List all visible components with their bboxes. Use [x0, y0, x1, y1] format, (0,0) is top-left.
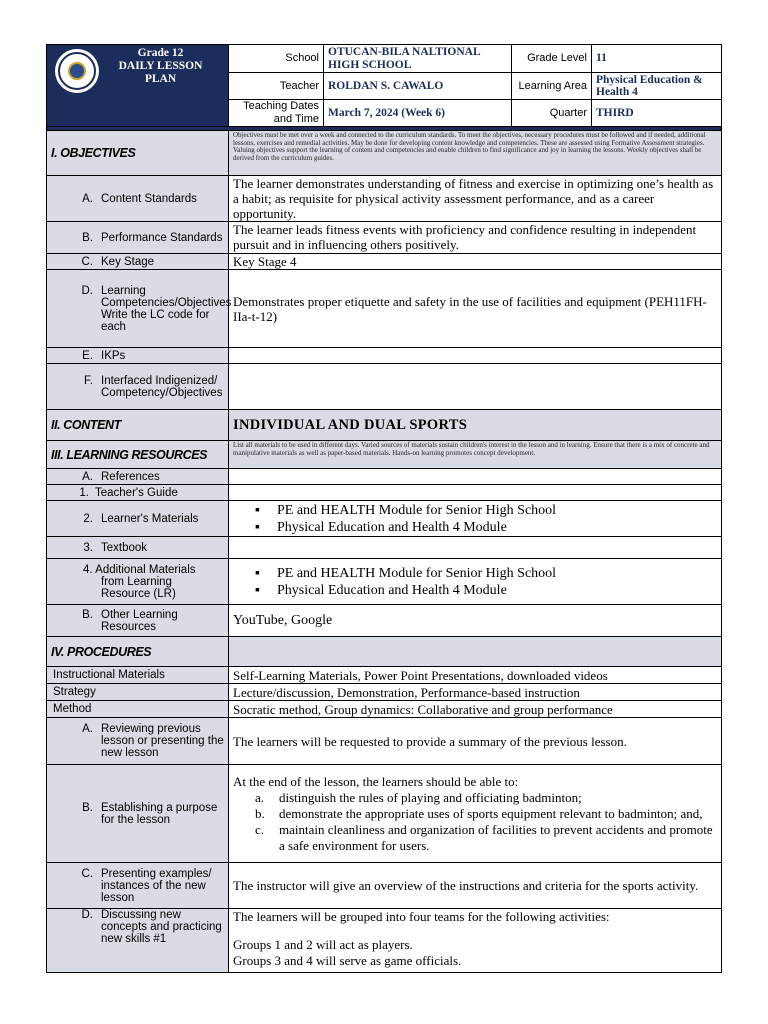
- other-resources-label: B. Other Learning Resources: [47, 605, 229, 637]
- content-standards-value: The learner demonstrates understanding of fitness and exercise in optimizing one’s health as a habit; as requisite for physical activity assessment performance, and as a career opportunity.: [229, 176, 722, 222]
- reviewing-lesson-label: A. Reviewing previous lesson or presenting the new lesson: [47, 718, 229, 765]
- key-stage-label: C. Key Stage: [47, 254, 229, 270]
- references-value: [229, 469, 722, 485]
- procedures-heading-value: [229, 637, 722, 667]
- discussion-line: Groups 1 and 2 will act as players.: [233, 937, 413, 952]
- school-label: School: [229, 45, 324, 73]
- performance-standards-value: The learner leads fitness events with proficiency and confidence resulting in independent pursuit and in influencing others positively.: [229, 222, 722, 254]
- teacher-value: ROLDAN S. CAWALO: [324, 73, 512, 100]
- establishing-purpose-label: B. Establishing a purpose for the lesson: [47, 765, 229, 863]
- purpose-item: c. maintain cleanliness and organization of facilities to prevent accidents and promote a safe environment for users.: [255, 821, 713, 853]
- method-value: Socratic method, Group dynamics: Collaborative and group performance: [229, 701, 722, 718]
- quarter-value: THIRD: [592, 100, 722, 127]
- learning-area-value: Physical Education & Health 4: [592, 73, 722, 100]
- strategy-label: Strategy: [47, 684, 229, 701]
- learners-materials-value: [229, 501, 722, 537]
- teaching-dates-value: March 7, 2024 (Week 6): [324, 100, 512, 127]
- lesson-plan-table: [46, 44, 722, 973]
- textbook-label: 3. Textbook: [47, 537, 229, 559]
- key-stage-value: Key Stage 4: [229, 254, 722, 270]
- textbook-value: [229, 537, 722, 559]
- content-value: INDIVIDUAL AND DUAL SPORTS: [229, 410, 722, 441]
- learning-resources-note: List all materials to be used in different days. Varied sources of materials sustain children's interest in the lesson and in learning. Ensure that there is a mix of concrete and manipulative materials as well as paper-based materials. Hands-on learning promotes concept development.: [229, 441, 722, 469]
- establishing-purpose-value: [229, 765, 722, 863]
- learning-competencies-value: Demonstrates proper etiquette and safety in the use of facilities and equipment (PEH11FH-IIa-t-12): [229, 270, 722, 348]
- presenting-examples-value: The instructor will give an overview of the instructions and criteria for the sports activity.: [229, 863, 722, 909]
- title-line-3: PLAN: [144, 73, 177, 85]
- reviewing-lesson-value: The learners will be requested to provide a summary of the previous lesson.: [229, 718, 722, 765]
- references-label: A. References: [47, 469, 229, 485]
- discussion-line: The learners will be grouped into four teams for the following activities:: [233, 909, 610, 924]
- grade-level-value: 11: [592, 45, 722, 73]
- additional-material-item: ▪ PE and HEALTH Module for Senior High School: [277, 565, 717, 582]
- lesson-plan-page: [46, 44, 721, 973]
- purpose-intro: At the end of the lesson, the learners should be able to:: [233, 773, 519, 789]
- teaching-dates-label: Teaching Dates and Time: [229, 100, 324, 127]
- ikps-label: E. IKPs: [47, 348, 229, 364]
- learners-materials-label: 2. Learner's Materials: [47, 501, 229, 537]
- procedures-heading: IV. PROCEDURES: [47, 637, 229, 667]
- method-label: Method: [47, 701, 229, 718]
- learning-resources-heading: III. LEARNING RESOURCES: [47, 441, 229, 469]
- ikps-value: [229, 348, 722, 364]
- discussing-concepts-value: [229, 909, 722, 973]
- interfaced-competency-label: F. Interfaced Indigenized/ Competency/Objectives: [47, 364, 229, 410]
- content-standards-label: A. Content Standards: [47, 176, 229, 222]
- instructional-materials-label: Instructional Materials: [47, 667, 229, 684]
- learning-area-label: Learning Area: [512, 73, 592, 100]
- objectives-note: Objectives must be met over a week and connected to the curriculum standards. To meet the objectives, necessary procedures must be followed and if needed, additional lessons, exercises and remedial activities. May be done for developing content knowledge and competencies. These are assessed using Formative Assessment strategies. Valuing objectives support the learning of content and competencies and enable children to find significance and joy in learning the lessons. Weekly objectives shall be derived from the curriculum guides.: [229, 131, 722, 176]
- teacher-label: Teacher: [229, 73, 324, 100]
- instructional-materials-value: Self-Learning Materials, Power Point Presentations, downloaded videos: [229, 667, 722, 684]
- additional-materials-label: 4. Additional Materials from Learning Resource (LR): [47, 559, 229, 605]
- discussion-line: Groups 3 and 4 will serve as game officials.: [233, 953, 462, 968]
- performance-standards-label: B. Performance Standards: [47, 222, 229, 254]
- content-heading: II. CONTENT: [47, 410, 229, 441]
- teachers-guide-label: 1. Teacher's Guide: [47, 485, 229, 501]
- school-value: OTUCAN-BILA NALTIONAL HIGH SCHOOL: [324, 45, 512, 73]
- plan-title: [99, 47, 228, 86]
- discussing-concepts-label: D. Discussing new concepts and practicing new skills #1: [47, 909, 229, 973]
- title-line-2: DAILY LESSON: [118, 60, 203, 72]
- purpose-item: a. distinguish the rules of playing and officiating badminton;: [255, 789, 582, 805]
- learners-material-item: ▪ PE and HEALTH Module for Senior High School: [277, 502, 717, 519]
- other-resources-value: YouTube, Google: [229, 605, 722, 637]
- interfaced-competency-value: [229, 364, 722, 410]
- quarter-label: Quarter: [512, 100, 592, 127]
- learning-competencies-label: D. Learning Competencies/Objectives Write the LC code for each: [47, 270, 229, 348]
- teachers-guide-value: [229, 485, 722, 501]
- grade-level-label: Grade Level: [512, 45, 592, 73]
- additional-materials-value: [229, 559, 722, 605]
- presenting-examples-label: C. Presenting examples/ instances of the new lesson: [47, 863, 229, 909]
- objectives-heading: I. OBJECTIVES: [47, 131, 229, 176]
- deped-seal-icon: [55, 49, 99, 93]
- header-banner: [47, 45, 229, 127]
- additional-material-item: ▪ Physical Education and Health 4 Module: [277, 582, 717, 599]
- title-line-1: Grade 12: [137, 47, 184, 59]
- strategy-value: Lecture/discussion, Demonstration, Performance-based instruction: [229, 684, 722, 701]
- purpose-item: b. demonstrate the appropriate uses of sports equipment relevant to badminton; and,: [255, 805, 703, 821]
- learners-material-item: ▪ Physical Education and Health 4 Module: [277, 519, 717, 536]
